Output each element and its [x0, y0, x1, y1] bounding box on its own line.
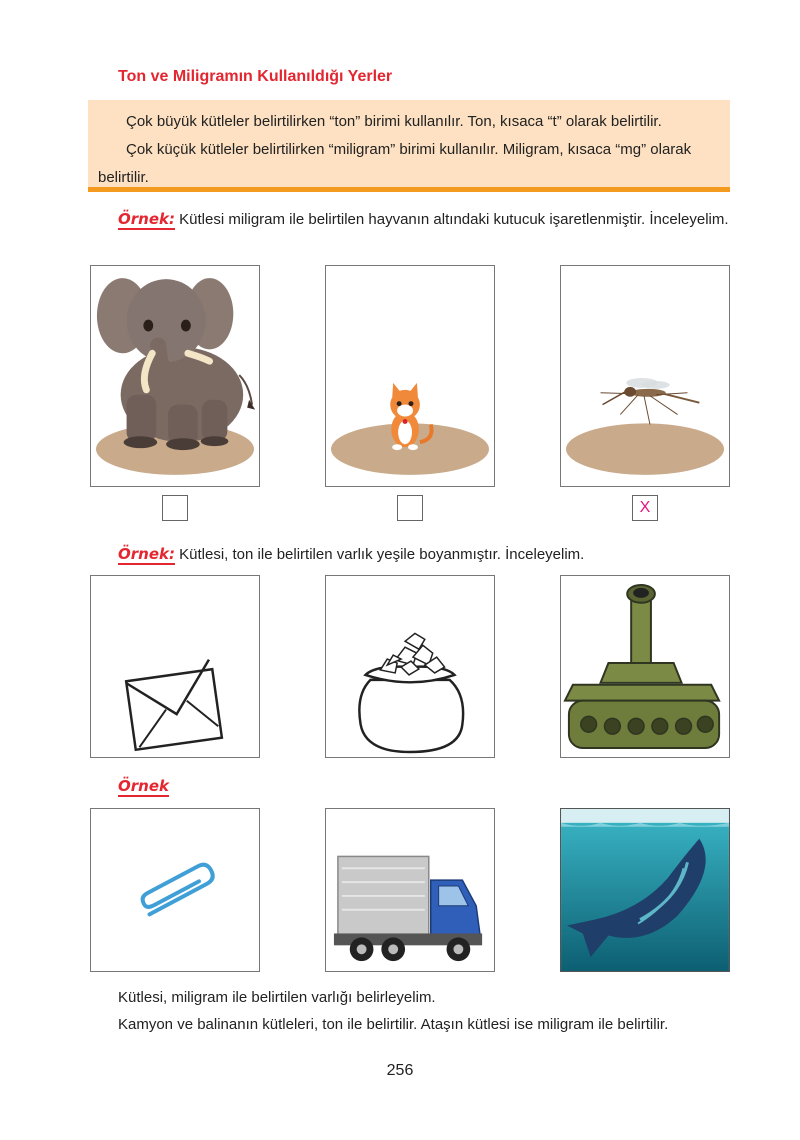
whale-image: [560, 808, 730, 972]
example2-label: Örnek:: [118, 545, 175, 563]
elephant-image: [90, 265, 260, 487]
tank-image: [560, 575, 730, 758]
truck-image: [325, 808, 495, 972]
mosquito-checkbox[interactable]: X: [632, 495, 658, 521]
example1-label: Örnek:: [118, 210, 175, 228]
info-line-miligram: Çok küçük kütleler belirtilirken “miligram” birimi kullanılır. Miligram, kısaca “mg” olarak belirtilir.: [98, 141, 692, 186]
cat-image: [325, 265, 495, 487]
example3-paragraph: [90, 772, 730, 801]
page-number: 256: [386, 1062, 414, 1079]
example1-text: Kütlesi miligram ile belirtilen hayvanın altındaki kutucuk işaretlenmiştir. İnceleyelim.: [179, 211, 729, 228]
rock-sack-image: [325, 575, 495, 758]
example3-answer: Kamyon ve balinanın kütleleri, ton ile belirtilir. Ataşın kütlesi ise miligram ile belirtilir.: [118, 1016, 669, 1033]
section-title: Ton ve Miligramın Kullanıldığı Yerler: [118, 68, 393, 85]
example1-paragraph: [90, 205, 730, 234]
envelope-image: [90, 575, 260, 758]
paperclip-image: [90, 808, 260, 972]
info-box: [88, 100, 730, 192]
example3-question: Kütlesi, miligram ile belirtilen varlığı belirleyelim.: [118, 989, 436, 1006]
example2-text: Kütlesi, ton ile belirtilen varlık yeşile boyanmıştır. İnceleyelim.: [179, 546, 585, 563]
cat-checkbox[interactable]: [397, 495, 423, 521]
example2-paragraph: [90, 540, 730, 569]
example3-label: Örnek: [118, 777, 169, 795]
mosquito-image: [560, 265, 730, 487]
elephant-checkbox[interactable]: [162, 495, 188, 521]
info-line-ton: Çok büyük kütleler belirtilirken “ton” birimi kullanılır. Ton, kısaca “t” olarak belirtilir.: [126, 113, 662, 130]
